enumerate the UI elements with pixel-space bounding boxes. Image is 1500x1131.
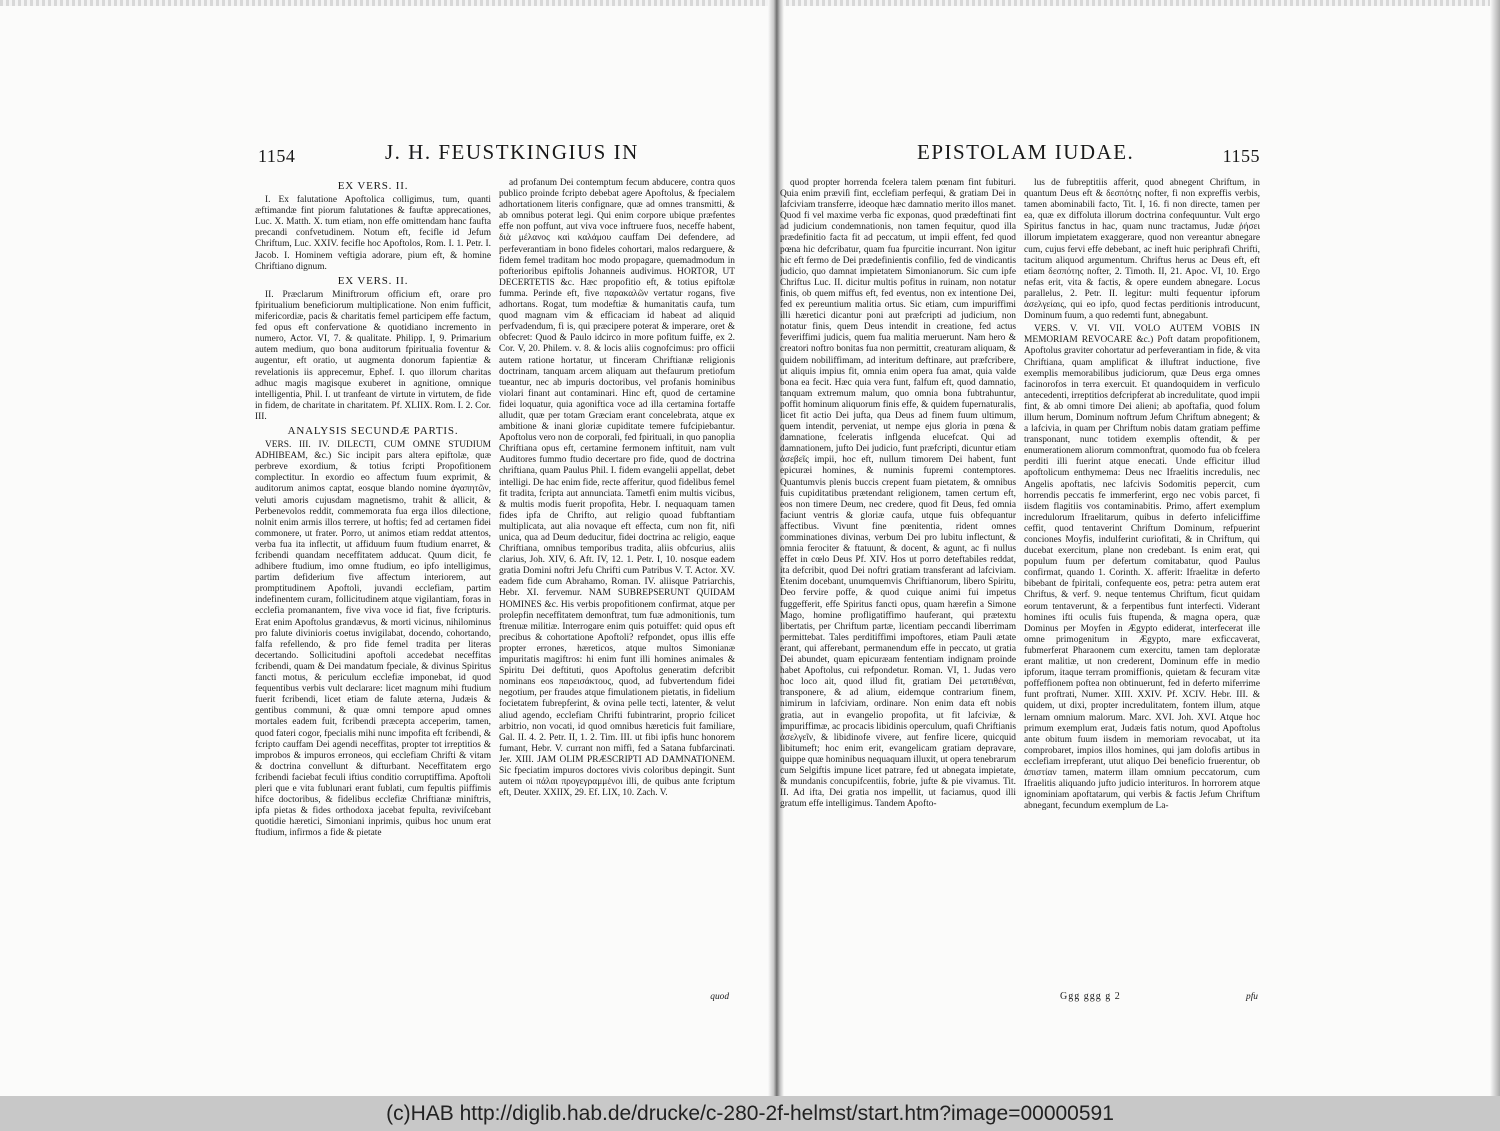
footer-credit-link[interactable]: (c)HAB http://diglib.hab.de/drucke/c-280-2f-helmst/start.htm?image=00000591	[386, 1101, 1114, 1125]
page-number: 1155	[1222, 146, 1260, 166]
text-column	[255, 178, 491, 988]
footer-bar	[0, 1096, 1500, 1131]
left-page-columns	[255, 178, 735, 988]
paragraph: lus de fubreptitiis afferit, quod abnegent Chriftum, in quantum Deus eft & δεσπότης nofter, fi non expreffis verbis, tamen abominabili facto, Tit. I, 16. fi non directe, tamen per ea, quæ ex diffoluta illorum doctrina confequuntur. Vult ergo Spiritus fanctus in hac, quam nunc tractamus, Judæ ῥήσει illorum impietatem exaggerare, quod non vereantur abnegare cum, cujus fervi effe debebant, ac ineft huic periphrafi Chrifti, tacitum aliquod argumentum. Chriftus herus ac Deus eft, eft etiam δεσπότης nofter, 2. Timoth. II, 21. Apoc. VI, 10. Ergo nefas erit, vita & factis, & opere eundem abnegare. Locus parallelus, 2. Petr. II. legitur: multi fequentur ipforum ἀσελγείαις, qui eo ipfo, quod fectas perditionis introducunt, Dominum fuum, a quo redemti funt, abnegabunt.	[1024, 178, 1260, 322]
paragraph: quod propter horrenda fcelera talem pœnam fint fubituri. Quia enim præviſi fint, ecclefiam perfequi, & gratiam Dei in lafciviam transferre, ideoque hæc damnatio merito illos manet. Quod fi vel maxime verba fic exponas, quod prædeftinati fint ad judicium condemnationis, non tamen fequitur, quod illa prædefinitio facta fit ad peccatum, ut impii effent, fed quod pœna hic defcribatur, quam fua fpurcitie incurrant. Non igitur hic eft fermo de Dei prædefinientis confilio, fed de vindicantis judicio, quo damnat impietatem Simonianorum. Sic cum ipfe Chriftus Luc. II. dicitur multis pofitus in ruinam, non notatur finis, ob quem miffus eft, fed eventus, non ex intentione Dei, fed ex pereuntium malitia ortus. Sic etiam, cum impuriffimi illi hæretici dicantur poni aut præfcripti ad judicium, non notatur finis, quem Deus intendit in creatione, fed actus feveriffimi judicis, quem fua malitia meruerunt. Nam hero & creatori noftro bonitas fua non permittit, creaturam aliquam, & quidem nobiliffimam, ad interitum deftinare, aut præfcribere, ut aliquis impius fit, omnia enim opera fua amat, quia valde bona ea fecit. Hæc quia vera funt, falfum eft, quod damnatio, tanquam extremum malum, quo omnia bona fubtrahuntur, poffit hominum aliquorum finis effe, & quidem fupernaturalis, licet fit actio Dei jufta, qua Deus ad finem fuum ultimum, quem intendit, perveniat, ut nempe ejus gloria in pœna & damnatione, fceleratis inflgenda elucefcat. Qui ad damnationem, jufto Dei judicio, funt præfcripti, dicuntur etiam ἀσεβεῖς impii, hoc eft, nullum timorem Dei habent, funt epicuræi homines, & numinis fupremi contemptores. Quantumvis plenis buccis crepent fuam pietatem, & omnibus fuis cupiditatibus prætendant religionem, tamen certum eft, eos non timere Deum, nec credere, quod fit Deus, fed omnia faciunt ventris & gloriæ caufa, utque fuis obfequantur affectibus. Vivunt fine pœnitentia, rident omnes comminationes divinas, verbum Dei pro lubitu inflectunt, & omnia ferociter & ftatuunt, & docent, & agunt, ac fi nullus effet in cœlo Deus Pf. XIV. Hos ut porro deteftabiles reddat, ita defcribit, quod Dei noftri gratiam transferant ad lafciviam. Etenim docebant, unumquemvis Chriftianorum, libero Spiritu, Deo fervire poffe, & quod cuique animi fui impetus fuggefferit, effe Spiritus fancti opus, quam hærefin a Simone Mago, homine profligatiffimo hauferant, qui prætextu libertatis, per Chriftum partæ, licentiam peccandi liberrimam permittebat. Tales perditiffimi impoftores, etiam Pauli ætate erant, qui afferebant, permanendum effe in peccato, ut gratia Dei abundet, quam epicuræam fententiam indignam proinde habet Apoftolus, cui refpondetur. Roman. VI, 1. Judas vero hoc loco ait, quod illud fit, gratiam Dei μετατιθέναι, transponere, & ad alium, eidemque contrarium finem, nimirum in lafciviam, ordinare. Non enim data eft nobis gratia, aut in evangelio propofita, ut fit lafciviæ, & impuriffimæ, ac procacis libidinis operculum, quafi Chriftianis ἀσελγεῖν, & libidinofe vivere, aut fenfire licere, quicquid libitumeft; hoc enim erit, evangelicam gratiam depravare, quippe quæ hominibus nequaquam illuxit, ut opera tenebrarum cum Selgiftis impune licet patrare, fed ut abnegata impietate, & mundanis concupifcentiis, fobrie, jufte & pie vivamus. Tit. II. Ad ifta, Dei gratia nos impellit, ut faciamus, quod illi gratum effe intelligimus. Tandem Apofto-	[780, 178, 1016, 810]
page-edge-shadow	[1490, 0, 1500, 1096]
signature-mark: Ggg ggg g 2	[1060, 991, 1121, 1002]
section-heading: ANALYSIS SECUNDÆ PARTIS.	[287, 424, 459, 437]
running-head: EPISTOLAM IUDAE.	[917, 140, 1135, 164]
page-number: 1154	[258, 146, 296, 166]
section-heading: EX VERS. II.	[337, 180, 409, 192]
text-column	[1024, 178, 1260, 988]
right-page	[780, 140, 1260, 1000]
paragraph: I. Ex falutatione Apoftolica colligimus, tum, quanti æftimandæ fint piorum falutationes & fauftæ apprecationes, Luc. X. Matth. X. tum etiam, non effe omittendam hanc faufta precandi confvetudinem. Notum eft, fecifle id Jefum Chriftum, Luc. XXIV. fecifle hoc Apoftolos, Rom. I. 1. Petr. I. Jacob. I. Hominem veftigia adorare, pium eft, & homine Chriftiano dignum.	[255, 195, 491, 272]
section-heading: EX VERS. II.	[337, 274, 409, 287]
paragraph: VERS. III. IV. DILECTI, CUM OMNE STUDIUM ADHIBEAM, &c.) Sic incipit pars altera epiftolæ, quæ perbreve exordium, & totius fcripti Propofitionem complectitur. In exordio eo affectum fuum exprimit, & auditorum animos captat, eosque blando nomine ἀγαπητῶν, veluti amoris cujusdam magnetismo, trahit & allicit, & Perbenevolos reddit, commemorata fua erga illos dilectione, nolnit enim armis illos terrere, ut hoftis; fed ad certamen fidei commonere, ut frater. Porro, ut animos etiam reddat attentos, verba fua ita inflectit, ut affiduum fuum ftudium enarret, & fcribendi quandam neceffitatem adducat. Quum dicit, fe adhibere ftudium, imo omne ftudium, eo ipfo intelligimus, partim defiderium five affectum interiorem, aut promptitudinem Apoftoli, juvandi ecclefiam, partim indefinentem curam, follicitudinem atque vigilantiam, foras in ecclefia promanantem, five viva voce id fiat, five fcripturis. Erat enim Apoftolus grandævus, & morti vicinus, nihilominus pro falute divinioris coetus invigilabat, docendo, cohortando, falfa refellendo, & pro fide femel tradita per literas decertando. Sollicitudini apoftoli accedebat neceffitas fcribendi, quam & Dei mandatum fpeciale, & divinus Spiritus fancti motus, & periculum ecclefiæ imponebat, id quod fequentibus verbis vult declarare: licet magnum mihi ftudium fuerit fcribendi, licet etiam de falute æterna, Judæis & gentibus communi, & quæ omni tempore apud omnes mortales eadem fuit, fcribendi præcepta acceperim, tamen, quod fateri cogor, fpecialis mihi nunc impofita eft fcribendi, & fcripto cauffam Dei agendi neceffitas, propter tot irreptitios & improbos & impuros erroneos, qui ecclefiam Chrifti & vitam & doctrina convellunt & difturbant. Neceffitatem ergo fcribendi faciebat feculi iftius conditio corruptiffima. Apoftoli pleri que e vita fublunari erant fublati, cum fepultis piiffimis hifce doctoribus, & fidelibus ecclefiæ Chriftianæ miniftris, ipfa pietas & fides orthodoxa jacebat fepulta, reviviſcebant quotidie hæretici, Simoniani inprimis, quibus hoc unum erat ftudium, infirmos a fide & pietate	[255, 440, 491, 839]
paragraph: ad profanum Dei contemptum fecum abducere, contra quos publico proinde fcripto debebat agere Apoftolus, & fpecialem adhortationem literis confignare, quæ ad omnes transmitti, & ab omnibus poterat legi. Qui enim corpore ubique præfentes effe non poffunt, aut viva voce inftruere fuos, neceffe habent, διὰ μέλανος καὶ καλάμου cauffam Dei defendere, ad perfeverantiam in bono fideles cohortari, malos redarguere, & fidem femel traditam hoc modo propagare, quemadmodum in pofterioribus epiftolis Johanneis audivimus. HORTOR, UT DECERTETIS &c. Hæc propofitio eft, & totius epiftolæ fumma. Perinde eft, five παρακαλῶν vertatur rogans, five adhortans. Rogat, tum modeftiæ & humanitatis caufa, tum quod magnam vim & efficaciam id habeat ad aliquid perfvadendum, fi is, qui præcipere poterat & imperare, oret & obfecret: Quod & Paulo idcirco in more pofitum fuiffe, ex 2. Cor. V, 20. Philem. v. 8. & locis aliis cognofcimus: pro officii autem ratione hortatur, ut finceram Chriftianæ religionis doctrinam, tanquam arcem aliquam aut thefaurum pretiofum tueantur, nec ab impuris doctoribus, vel profanis hominibus violari finant aut contaminari. Hinc eft, quod de certamine fidei loquatur, quia agoniftica voce ad illa certamina fortaffe alludit, quæ per totam Græciam erant concelebrata, atque ex ambitione & inani gloriæ cupiditate temere fufcipiebantur. Apoftolus vero non de corporali, fed fpirituali, in quo panoplia Chriftiana opus eft, certamine fermonem inftituit, nam vult Auditores fummo ftudio decertare pro fide, quod de doctrina chriftiana, quam Paulus Phil. I. fidem evangelii appellat, debet intelligi. De hac enim fide, recte afferitur, quod fidelibus femel fit tradita, fcripta aut annunciata. Tametfi enim multis vicibus, & multis modis fuerit propofita, Hebr. I. nequaquam tamen fides ipfa de Chrifto, aut religio quoad fubftantiam multiplicata, aut alia novaque eft effecta, cum non fit, nifi unica, qua ad Deum deducitur, fidei doctrina ac religio, eaque Chriftiana, omnibus temporibus tradita, aliis obfcurius, aliis clarius, Joh. XIV, 6. Aft. IV, 12. 1. Petr. I, 10. nosque eadem gratia Domini noftri Jefu Chrifti cum Patribus V. T. Actor. XV. eadem fide cum Abrahamo, Roman. IV. aliisque Patriarchis, Hebr. XI. fervemur. NAM SUBREPSERUNT QUIDAM HOMINES &c. His verbis propofitionem confirmat, atque per prolepfin neceffitatem demonftrat, tum fuæ admonitionis, tum ftrenuæ militiæ. Interrogare enim quis potuiffet: quid opus eft precibus & cohortatione Apoftoli? refpondet, opus illis effe propter errones, hæreticos, atque multos Simonianæ impuritatis magiftros: hi enim funt illi homines animales & Spiritu Dei deftituti, quos Apoftolus generatim defcribit nominans eos παρεισάκτους, quod, ad fubvertendum fidei negotium, per fraudes atque fimulationem pietatis, in fidelium focietatem fubrepferint, & ovina pelle tecti, latenter, & velut aliud agendo, ecclefiam Chrifti fubintrarint, proprio fcilicet arbitrio, non vocati, id quod omnibus hæreticis fuit familiare, Gal. II. 4. 2. Petr. II, 1. 2. Tim. III. ut fibi ipfis hunc honorem fumant, Hebr. V. currant non miffi, fed a Satana fubfarcinati. Jer. XIII. JAM OLIM PRÆSCRIPTI AD DAMNATIONEM. Sic fpeciatim impuros doctores vivis coloribus depingit. Sunt autem οἱ πάλαι προγεγραμμένοι illi, de quibus ante fcriptum eft, Deuter. XXIIX, 29. Ef. LIX, 10. Zach. V.	[499, 178, 735, 799]
top-scan-band	[0, 0, 1500, 6]
left-page	[255, 140, 735, 1000]
right-page-header	[780, 140, 1260, 176]
right-page-columns	[780, 178, 1260, 988]
text-column	[499, 178, 735, 988]
text-column	[780, 178, 1016, 988]
catchword: pfu	[1246, 992, 1258, 1002]
paragraph: II. Præclarum Miniftrorum officium eft, orare pro fpiritualium beneficiorum multiplicatione. Non enim fufficit, mifericordiæ, pacis & charitatis femel participem effe factum, fed opus eft confervatione & quotidiano incremento in numero, Actor. VI, 7. & qualitate. Philipp. I, 9. Primarium autem medium, quo bona auditorum fpiritualia foventur & augentur, eft oratio, ut augmenta donorum fapientiæ & revelationis iis apprecemur, Ephef. I. quo illorum charitas adhuc magis magisque exuberet in agnitione, omnique intelligentia, Phil. I. ut tranfeant de virtute in virtutem, de fide in fidem, de charitate in charitatem. Pf. XLIIX. Rom. I. 2. Cor. III.	[255, 289, 491, 422]
paragraph: VERS. V. VI. VII. VOLO AUTEM VOBIS IN MEMORIAM REVOCARE &c.) Poft datam propofitionem, Apoftolus graviter cohortatur ad perfeverantiam in fide, & vita Chriftiana, quam amplificat & illuftrat inductione, five exemplis memorabilibus judiciorum, quæ Deus erga omnes facinorofos in terra exercuit. Et quandoquidem in verficulo antecedenti, irreptitios defcripferat ab incredulitate, quod impii fint, & ab omni timore Dei alieni; ab apoftafia, quod folum illum herum, Dominum noftrum Jefum Chriftum abnegent; & a lafcivia, in quam per Chriftum nobis datam gratiam peffime transponant, nunc totidem exemplis oftendit, & per enumerationem aliorum commonftrat, quomodo fua ob fcelera perditi illi fuerint atque enecati. Unde efficitur illud apoftolicum enthymema: Deus nec Ifraelitis incredulis, nec Angelis apoftatis, nec lafcivis Sodomitis pepercit, cum horrendis peccatis fe immerferint, ergo nec vobis parcet, fi iisdem flagitiis vos contaminabitis. Primo, affert exemplum incredulorum Ifraelitarum, quibus in deferto infeliciffime ceffit, quod tentaverint Chriftum Dominum, refpuerint conciones Moyfis, indulferint curiofitati, & in Chriftum, qui ducebat exercitum, plane non credebant. Is enim erat, qui populum fuum per defertum comitabatur, quod Paulus confirmat, quando 1. Corinth. X. afferit: Ifraelitæ in deferto bibebant de fpiritali, confequente eos, petra: petra autem erat Chriftus, & verf. 9. neque tentemus Chriftum, ficut quidam eorum tentaverunt, & a ferpentibus funt interfecti. Viderant homines ifti oculis fuis ftupenda, & magna opera, quæ Dominus per Moyfen in Ægypto ediderat, interfecerat ille omne primogenitum in Ægypto, mare exficcaverat, fubmerferat Pharaonem cum exercitu, tamen tam deploratæ erant malitiæ, ut non crederent, Dominum effe in medio ipforum, itaque terram promiffionis, quietam & fecuram vitæ poffeffionem poftea non obtinuerunt, fed in deferto miferrime funt proftrati, Numer. XIII. XXIV. Pf. XCIV. Hebr. III. & quidem, ut dixi, propter incredulitatem, fontem illum, atque lernam omnium malorum. Marc. XVI. Joh. XVI. Atque hoc primum exemplum erat, Judæis fatis notum, quod Apoftolus ante obitum fuum iisdem in memoriam revocabat, ut ita comprobaret, impios illos homines, qui jam dolofis artibus in ecclefiam irrepferant, utut aliquo Dei beneficio fruerentur, ob ἀπιστίαν tamen, materm illam omnium peccatorum, cum Ifraelitis aliquando jufto judicio interituros. In horrorem atque ignominiam apoftatarum, qui verbis & factis Jefum Chriftum abnegant, fecundum exemplum de La-	[1024, 324, 1260, 812]
catchword: quod	[710, 992, 729, 1002]
left-page-header	[255, 140, 735, 176]
running-head: J. H. FEUSTKINGIUS IN	[385, 140, 639, 164]
